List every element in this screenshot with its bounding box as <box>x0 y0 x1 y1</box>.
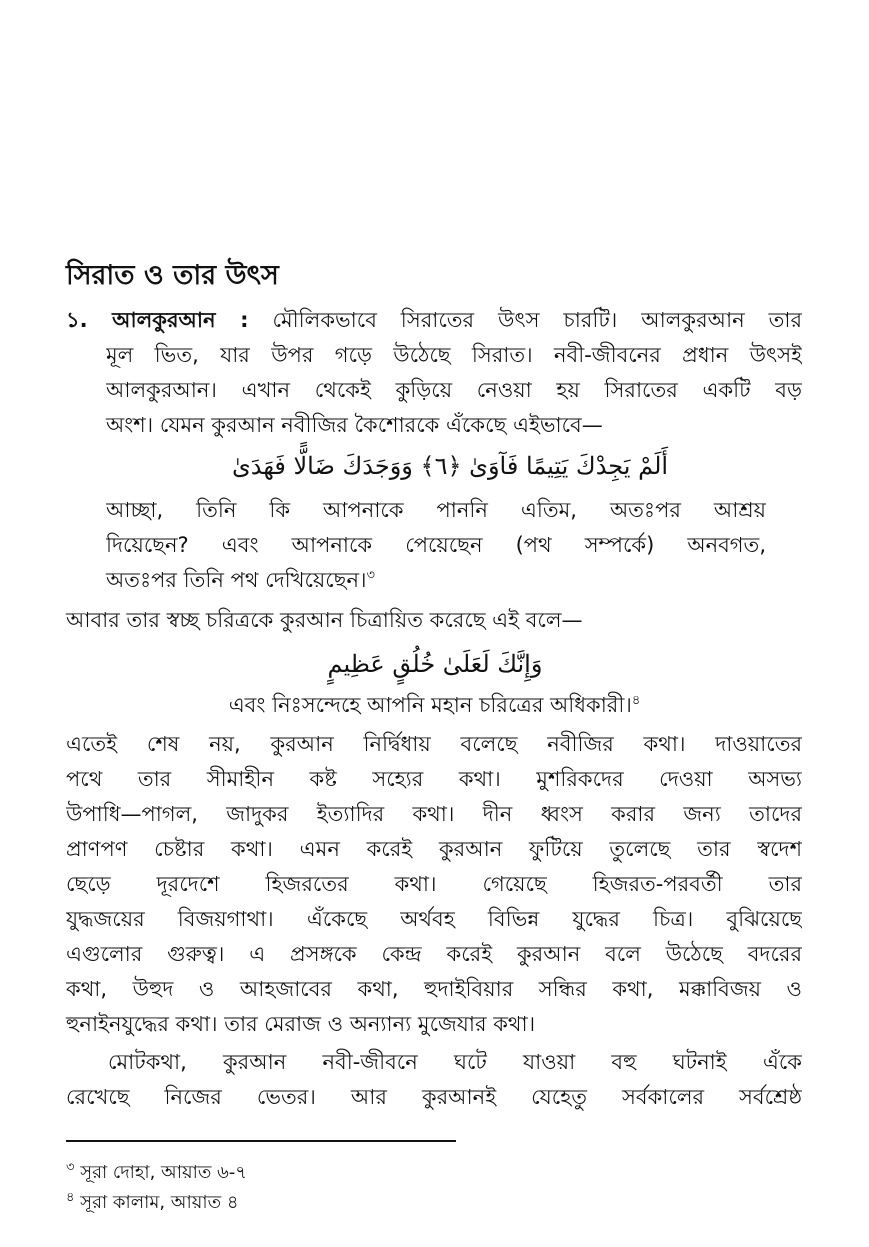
paragraph-summary-line-2: রেখেছে নিজের ভেতর। আর কুরআনই যেহেতু সর্বকালের সর্বশ্রেষ্ঠ <box>66 1085 802 1109</box>
translation-duha <box>106 493 766 598</box>
paragraph-line: ছেড়ে দূরদেশে হিজরতের কথা। গেয়েছে হিজরত-পরবর্তী তার <box>66 872 802 896</box>
arabic-verse-duha: أَلَمْ يَجِدْكَ يَتِيمًا فَآوَىٰ ﴿٦﴾ وَوَجَدَكَ ضَالًّا فَهَدَىٰ <box>231 452 669 480</box>
translation-qalam-text: এবং নিঃসন্দেহে আপনি মহান চরিত্রের অধিকারী। <box>228 693 632 717</box>
footnote-4 <box>66 1190 239 1216</box>
section-heading: সিরাত ও তার উৎস <box>66 260 279 291</box>
source-item-line-1: মৌলিকভাবে সিরাতের উৎস চারটি। আলকুরআন তার <box>272 308 802 332</box>
footnote-3-marker: ৩ <box>66 1160 75 1175</box>
paragraph-line: প্রাণপণ চেষ্টার কথা। এমন করেই কুরআন ফুটিয়ে তুলেছে তার স্বদেশ <box>66 837 802 861</box>
paragraph-line: এতেই শেষ নয়, কুরআন নির্দ্বিধায় বলেছে নবীজির কথা। দাওয়াতের <box>66 732 802 756</box>
footnote-divider <box>66 1140 456 1142</box>
intro-verse-qalam <box>66 603 806 638</box>
paragraph-line: উপাধি—পাগল, জাদুকর ইত্যাদির কথা। দীন ধ্বংস করার জন্য তাদের <box>66 802 802 826</box>
translation-duha-line-2: দিয়েছেন? এবং আপনাকে পেয়েছেন (পথ সম্পর্কে) অনবগত, <box>106 533 766 557</box>
footnote-3 <box>66 1160 247 1186</box>
paragraph-line: যুদ্ধজয়ের বিজয়গাথা। এঁকেছে অর্থবহ বিভিন্ন যুদ্ধের চিত্র। বুঝিয়েছে <box>66 907 802 931</box>
source-item-quran <box>66 303 802 338</box>
paragraph-line: পথে তার সীমাহীন কষ্ট সহ্যের কথা। মুশরিকদের দেওয়া অসভ্য <box>66 767 802 791</box>
source-item-line-3: আলকুরআন। এখান থেকেই কুড়িয়ে নেওয়া হয় সিরাতের একটি বড় <box>106 378 802 402</box>
source-item-line-4: অংশ। যেমন কুরআন নবীজির কৈশোরকে এঁকেছে এইভাবে— <box>106 413 603 437</box>
footnote-ref-4[interactable]: ৪ <box>631 693 641 708</box>
translation-duha-line-3: অতঃপর তিনি পথ দেখিয়েছেন। <box>106 568 367 592</box>
footnote-3-text: সূরা দোহা, আয়াত ৬-৭ <box>80 1162 247 1183</box>
paragraph-quran-narrative <box>66 727 802 1042</box>
footnote-4-text: সূরা কালাম, আয়াত ৪ <box>80 1192 239 1213</box>
arabic-verse-qalam: وَإِنَّكَ لَعَلَىٰ خُلُقٍ عَظِيمٍ <box>327 650 543 678</box>
source-item-first-line <box>66 303 802 338</box>
intro-verse-qalam-text: আবার তার স্বচ্ছ চরিত্রকে কুরআন চিত্রায়িত করেছে এই বলে— <box>66 608 583 632</box>
translation-duha-line-1: আচ্ছা, তিনি কি আপনাকে পাননি এতিম, অতঃপর আশ্রয় <box>106 498 766 522</box>
source-item-line-2: মূল ভিত, যার উপর গড়ে উঠেছে সিরাত। নবী-জীবনের প্রধান উৎসই <box>106 343 802 367</box>
footnote-4-marker: ৪ <box>66 1190 75 1205</box>
paragraph-summary <box>66 1045 802 1115</box>
source-item-number-label: ১. আলকুরআন : <box>66 308 249 332</box>
source-item-continuation <box>106 338 802 443</box>
paragraph-line <box>66 1045 802 1080</box>
translation-duha-line-3-wrap <box>106 563 766 598</box>
paragraph-line: কথা, উহুদ ও আহজাবের কথা, হুদাইবিয়ার সন্ধির কথা, মক্কাবিজয় ও <box>66 977 802 1001</box>
translation-qalam <box>0 688 869 723</box>
paragraph-line: এগুলোর গুরুত্ব। এ প্রসঙ্গকে কেন্দ্র করেই কুরআন বলে উঠেছে বদরের <box>66 942 802 966</box>
paragraph-line: হুনাইনযুদ্ধের কথা। তার মেরাজ ও অন্যান্য মুজেযার কথা। <box>66 1012 536 1036</box>
footnote-ref-3[interactable]: ৩ <box>366 568 375 583</box>
paragraph-summary-line-1: মোটকথা, কুরআন নবী-জীবনে ঘটে যাওয়া বহু ঘটনাই এঁকে <box>108 1050 802 1074</box>
